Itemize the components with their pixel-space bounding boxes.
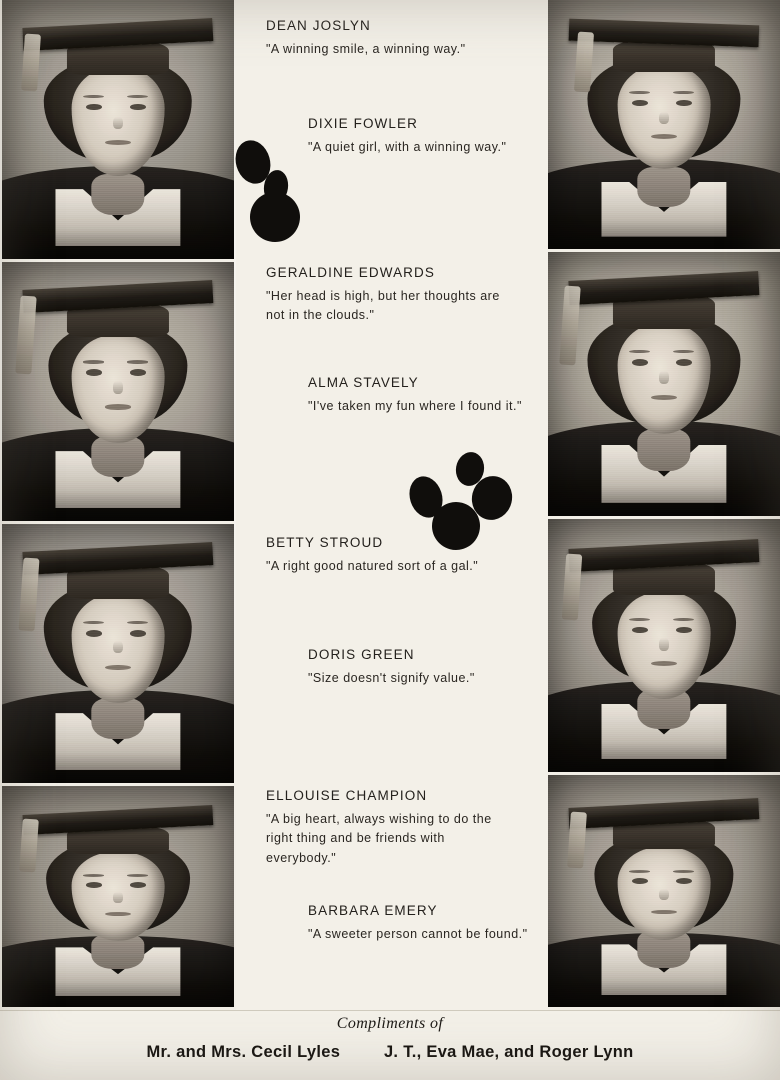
entry-dean-joslyn [266, 18, 502, 59]
paw-print-ornament [236, 140, 346, 250]
left-photo-column [2, 0, 234, 1010]
student-quote: "A big heart, always wishing to do the right thing and be friends with everybody." [266, 812, 492, 865]
page-footer [0, 1010, 780, 1080]
entry-ellouise-champion [266, 788, 506, 868]
student-name: BETTY STROUD [266, 535, 384, 550]
center-text-column [236, 0, 548, 1010]
student-quote: "I've taken my fun where I found it." [308, 399, 522, 413]
entry-geraldine-edwards [266, 265, 502, 326]
portrait-photo [2, 262, 234, 524]
entry-doris-green [308, 647, 544, 688]
sponsor-line [0, 1043, 780, 1062]
sponsor-right: J. T., Eva Mae, and Roger Lynn [383, 1043, 634, 1061]
entry-barbara-emery [308, 903, 544, 944]
compliments-label: Compliments of [336, 1015, 444, 1032]
student-quote: "A quiet girl, with a winning way." [308, 140, 507, 154]
portrait-photo [548, 252, 780, 519]
student-quote: "A sweeter person cannot be found." [308, 927, 528, 941]
entry-betty-stroud [266, 535, 502, 576]
right-photo-column [548, 0, 780, 1010]
portrait-photo [548, 519, 780, 775]
student-quote: "A winning smile, a winning way." [266, 42, 466, 56]
student-quote: "A right good natured sort of a gal." [266, 559, 479, 573]
student-name: GERALDINE EDWARDS [266, 265, 435, 280]
student-name: DORIS GREEN [308, 647, 415, 662]
portrait-photo [548, 0, 780, 252]
portrait-photo [548, 775, 780, 1010]
portrait-photo [2, 786, 234, 1010]
portrait-photo [2, 524, 234, 786]
sponsor-left: Mr. and Mrs. Cecil Lyles [146, 1043, 341, 1061]
student-quote: "Size doesn't signify value." [308, 671, 475, 685]
student-name: DIXIE FOWLER [308, 116, 418, 131]
entry-alma-stavely [308, 375, 544, 416]
portrait-photo [2, 0, 234, 262]
student-quote: "Her head is high, but her thoughts are not in the clouds." [266, 289, 500, 323]
student-name: ALMA STAVELY [308, 375, 419, 390]
student-name: BARBARA EMERY [308, 903, 438, 918]
student-name: DEAN JOSLYN [266, 18, 371, 33]
student-name: ELLOUISE CHAMPION [266, 788, 428, 803]
